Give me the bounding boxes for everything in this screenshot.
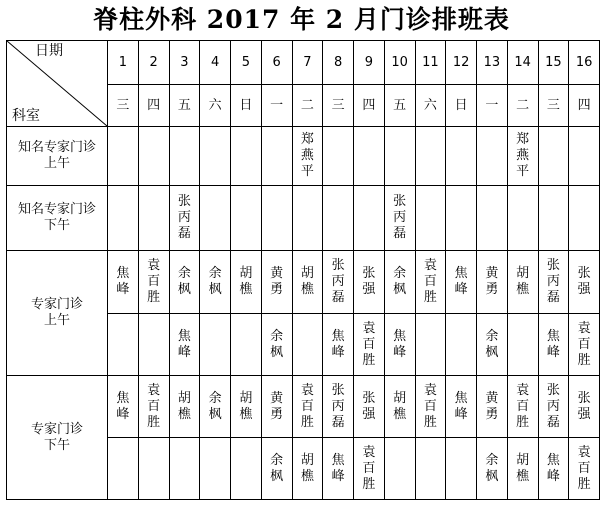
date-header-label: 日期 (35, 43, 63, 59)
doctor-name: 张强 (577, 266, 591, 297)
doctor-cell (200, 127, 231, 186)
doctor-cell (507, 186, 538, 251)
doctor-cell (200, 314, 231, 376)
weekday-cell: 五 (169, 85, 200, 127)
doctor-cell (384, 127, 415, 186)
doctor-name: 胡樵 (239, 390, 253, 422)
doctor-name: 余枫 (270, 328, 284, 360)
doctor-cell (415, 438, 446, 500)
doctor-cell (538, 127, 569, 186)
doctor-cell (292, 186, 323, 251)
doctor-name: 袁百胜 (147, 258, 161, 305)
doctor-cell (138, 251, 169, 314)
weekday-cell: 日 (231, 85, 262, 127)
doctor-name: 张丙磊 (546, 382, 560, 430)
doctor-name: 黄勇 (270, 266, 284, 297)
doctor-cell (138, 376, 169, 438)
date-row (7, 41, 600, 85)
doctor-cell (200, 438, 231, 500)
doctor-name: 郑燕平 (300, 132, 314, 179)
doctor-name: 袁百胜 (362, 444, 376, 492)
department-name: 专家门诊 (30, 297, 83, 312)
doctor-cell (292, 376, 323, 438)
weekday-cell: 四 (138, 85, 169, 127)
doctor-cell (108, 438, 139, 500)
weekday-cell: 日 (446, 85, 477, 127)
doctor-cell (384, 251, 415, 314)
date-cell: 12 (446, 41, 477, 85)
doctor-name: 焦峰 (393, 328, 407, 360)
doctor-cell (169, 251, 200, 314)
department-name: 知名专家门诊 (17, 140, 96, 155)
doctor-cell (415, 127, 446, 186)
doctor-name: 袁百胜 (577, 320, 591, 368)
doctor-cell (354, 438, 385, 500)
doctor-cell (477, 376, 508, 438)
doctor-cell (446, 127, 477, 186)
doctor-cell (292, 251, 323, 314)
doctor-cell (384, 376, 415, 438)
doctor-cell (477, 314, 508, 376)
doctor-cell (446, 376, 477, 438)
doctor-cell (538, 376, 569, 438)
doctor-cell (261, 376, 292, 438)
weekday-cell: 三 (538, 85, 569, 127)
doctor-name: 袁百胜 (362, 320, 376, 368)
doctor-name: 胡樵 (300, 452, 314, 484)
schedule-row (7, 127, 600, 186)
doctor-cell (323, 186, 354, 251)
date-cell: 14 (507, 41, 538, 85)
doctor-name: 张强 (577, 390, 591, 422)
doctor-cell (169, 127, 200, 186)
doctor-name: 张丙磊 (331, 382, 345, 430)
doctor-cell (477, 127, 508, 186)
doctor-cell (169, 314, 200, 376)
doctor-cell (569, 186, 600, 251)
doctor-name: 袁百胜 (516, 382, 530, 430)
doctor-name: 焦峰 (331, 452, 345, 484)
doctor-cell (415, 251, 446, 314)
doctor-name: 胡樵 (177, 390, 191, 422)
doctor-name: 焦峰 (177, 328, 191, 360)
doctor-cell (538, 438, 569, 500)
weekday-cell: 四 (354, 85, 385, 127)
doctor-cell (354, 376, 385, 438)
doctor-cell (231, 186, 262, 251)
date-cell: 16 (569, 41, 600, 85)
doctor-name: 张丙磊 (546, 258, 560, 305)
session-label: 下午 (43, 437, 70, 453)
date-cell: 5 (231, 41, 262, 85)
doctor-cell (354, 186, 385, 251)
date-cell: 9 (354, 41, 385, 85)
doctor-name: 余枫 (485, 452, 499, 484)
doctor-name: 张强 (362, 390, 376, 422)
date-cell: 15 (538, 41, 569, 85)
doctor-name: 焦峰 (454, 390, 468, 422)
doctor-name: 胡樵 (300, 266, 314, 297)
doctor-cell (354, 127, 385, 186)
doctor-cell (138, 127, 169, 186)
department-cell (7, 251, 108, 376)
weekday-cell: 六 (415, 85, 446, 127)
doctor-name: 胡樵 (516, 452, 530, 484)
doctor-cell (169, 376, 200, 438)
doctor-cell (108, 127, 139, 186)
date-cell: 3 (169, 41, 200, 85)
doctor-cell (323, 127, 354, 186)
doctor-cell (261, 314, 292, 376)
doctor-cell (261, 186, 292, 251)
doctor-cell (354, 314, 385, 376)
doctor-name: 余枫 (208, 390, 222, 422)
doctor-cell (138, 438, 169, 500)
doctor-name: 焦峰 (116, 266, 130, 297)
doctor-name: 袁百胜 (577, 444, 591, 492)
doctor-cell (292, 127, 323, 186)
doctor-cell (108, 186, 139, 251)
date-cell: 2 (138, 41, 169, 85)
doctor-cell (446, 186, 477, 251)
doctor-cell (446, 438, 477, 500)
page-title: 脊柱外科 2017 年 2 月门诊排班表 (93, 5, 510, 34)
doctor-name: 余枫 (393, 266, 407, 297)
doctor-name: 黄勇 (270, 390, 284, 422)
doctor-name: 郑燕平 (516, 132, 530, 179)
doctor-cell (231, 314, 262, 376)
doctor-cell (507, 251, 538, 314)
doctor-name: 黄勇 (485, 266, 499, 297)
weekday-cell: 二 (292, 85, 323, 127)
department-cell (7, 186, 108, 251)
weekday-cell: 四 (569, 85, 600, 127)
session-label: 上午 (43, 313, 70, 328)
doctor-cell (477, 438, 508, 500)
schedule-table (6, 40, 600, 500)
doctor-cell (507, 127, 538, 186)
weekday-cell: 三 (323, 85, 354, 127)
session-label: 下午 (43, 218, 70, 233)
doctor-name: 袁百胜 (300, 382, 314, 430)
doctor-cell (108, 251, 139, 314)
doctor-cell (415, 314, 446, 376)
date-cell: 6 (261, 41, 292, 85)
weekday-cell: 二 (507, 85, 538, 127)
doctor-cell (507, 438, 538, 500)
doctor-cell (261, 127, 292, 186)
doctor-cell (384, 186, 415, 251)
doctor-cell (231, 376, 262, 438)
doctor-cell (138, 314, 169, 376)
doctor-cell (569, 251, 600, 314)
doctor-cell (292, 314, 323, 376)
doctor-cell (231, 127, 262, 186)
weekday-cell: 三 (108, 85, 139, 127)
doctor-cell (231, 438, 262, 500)
doctor-cell (538, 314, 569, 376)
schedule-row (7, 376, 600, 438)
doctor-name: 焦峰 (116, 390, 130, 422)
doctor-cell (108, 376, 139, 438)
doctor-name: 胡樵 (239, 266, 253, 297)
department-cell (7, 376, 108, 500)
doctor-cell (323, 251, 354, 314)
doctor-cell (108, 314, 139, 376)
doctor-cell (323, 438, 354, 500)
doctor-cell (477, 186, 508, 251)
doctor-cell (200, 376, 231, 438)
doctor-name: 袁百胜 (423, 258, 437, 305)
doctor-name: 余枫 (485, 328, 499, 360)
doctor-cell (354, 251, 385, 314)
doctor-cell (169, 438, 200, 500)
doctor-name: 焦峰 (454, 266, 468, 297)
doctor-cell (446, 251, 477, 314)
doctor-cell (507, 376, 538, 438)
doctor-cell (507, 314, 538, 376)
weekday-cell: 六 (200, 85, 231, 127)
weekday-cell: 五 (384, 85, 415, 127)
doctor-name: 张强 (362, 266, 376, 297)
date-cell: 7 (292, 41, 323, 85)
doctor-cell (415, 186, 446, 251)
doctor-cell (446, 314, 477, 376)
department-cell (7, 127, 108, 186)
doctor-name: 焦峰 (331, 328, 345, 360)
doctor-name: 焦峰 (546, 452, 560, 484)
date-cell: 13 (477, 41, 508, 85)
doctor-name: 张丙磊 (393, 194, 407, 241)
date-cell: 11 (415, 41, 446, 85)
date-cell: 8 (323, 41, 354, 85)
doctor-name: 袁百胜 (423, 382, 437, 430)
department-name: 知名专家门诊 (17, 202, 96, 217)
corner-header-cell (7, 41, 108, 127)
doctor-cell (569, 438, 600, 500)
doctor-cell (200, 251, 231, 314)
session-label: 上午 (43, 156, 70, 171)
doctor-name: 张丙磊 (177, 194, 191, 241)
doctor-name: 张丙磊 (331, 258, 345, 305)
doctor-cell (261, 438, 292, 500)
date-cell: 1 (108, 41, 139, 85)
doctor-name: 胡樵 (516, 266, 530, 297)
doctor-name: 余枫 (177, 266, 191, 297)
doctor-cell (261, 251, 292, 314)
doctor-cell (415, 376, 446, 438)
doctor-cell (323, 376, 354, 438)
department-header-label: 科室 (12, 108, 40, 124)
weekday-cell: 一 (261, 85, 292, 127)
doctor-cell (569, 127, 600, 186)
doctor-cell (384, 438, 415, 500)
doctor-cell (384, 314, 415, 376)
schedule-row (7, 186, 600, 251)
date-cell: 10 (384, 41, 415, 85)
weekday-cell: 一 (477, 85, 508, 127)
doctor-name: 袁百胜 (147, 382, 161, 430)
doctor-cell (138, 186, 169, 251)
doctor-cell (169, 186, 200, 251)
doctor-cell (231, 251, 262, 314)
doctor-name: 黄勇 (485, 390, 499, 422)
doctor-cell (200, 186, 231, 251)
doctor-cell (477, 251, 508, 314)
doctor-cell (323, 314, 354, 376)
date-cell: 4 (200, 41, 231, 85)
doctor-cell (569, 376, 600, 438)
department-name: 专家门诊 (30, 421, 83, 437)
doctor-cell (569, 314, 600, 376)
schedule-row (7, 251, 600, 314)
doctor-cell (538, 186, 569, 251)
doctor-name: 胡樵 (393, 390, 407, 422)
doctor-name: 焦峰 (546, 328, 560, 360)
doctor-cell (538, 251, 569, 314)
doctor-cell (292, 438, 323, 500)
doctor-name: 余枫 (208, 266, 222, 297)
doctor-name: 余枫 (270, 452, 284, 484)
